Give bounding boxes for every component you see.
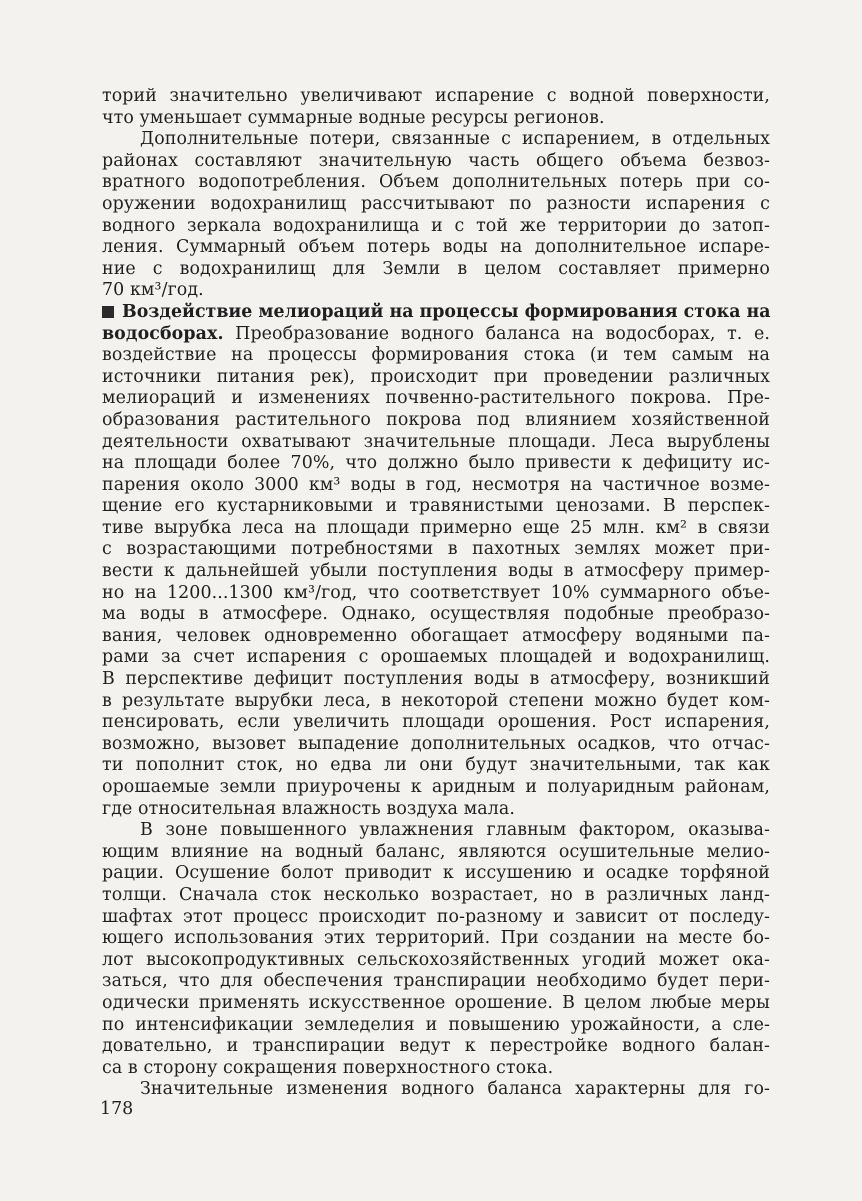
section-heading-line bbox=[102, 302, 770, 324]
text-line: торий значительно увеличивают испарение с водной поверхности, bbox=[102, 86, 770, 106]
text-line: источники питания рек), происходит при проведении различных bbox=[102, 366, 770, 387]
text-line: вания, человек одновременно обогащает атмосферу водяными па- bbox=[102, 625, 770, 646]
text-line: толщи. Сначала сток несколько возрастает, но в различных ланд- bbox=[102, 884, 770, 905]
text-line: В зоне повышенного увлажнения главным фактором, оказыва- bbox=[140, 820, 770, 841]
text-line: одически применять искусственное орошение. В целом любые меры bbox=[102, 992, 770, 1013]
text-line: в результате вырубки леса, в некоторой степени можно будет ком- bbox=[102, 690, 770, 711]
page-number: 178 bbox=[100, 1099, 134, 1119]
text-line: что уменьшает суммарные водные ресурсы регионов. bbox=[102, 107, 605, 128]
text-line: рации. Осушение болот приводит к иссушению и осадке торфяной bbox=[102, 863, 770, 884]
text-line: парения около 3000 км³ воды в год, несмотря на частичное возме- bbox=[102, 474, 770, 495]
text-line: заться, что для обеспечения транспирации необходимо будет пери- bbox=[102, 971, 770, 992]
text-line: 70 км³/год. bbox=[102, 280, 204, 301]
paragraph-5 bbox=[102, 1079, 770, 1101]
text-line: Значительные изменения водного баланса характерны для го- bbox=[140, 1079, 770, 1100]
text-line: щение его кустарниковыми и травянистыми ценозами. В перспек- bbox=[102, 496, 770, 517]
text-line: орошаемые земли приурочены к аридным и полуаридным районам, bbox=[102, 777, 770, 797]
text-line: довательно, и транспирации ведут к перестройке водного балан- bbox=[102, 1036, 770, 1057]
text-line: оружении водохранилищ рассчитывают по разности испарения с bbox=[102, 193, 770, 214]
text-line: ющего использования этих территорий. При создании на месте бо- bbox=[102, 928, 770, 949]
text-line: но на 1200...1300 км³/год, что соответствует 10% суммарного объе- bbox=[102, 582, 770, 603]
section-heading-continuation: водосборах. bbox=[102, 323, 224, 344]
text-line: ма воды в атмосфере. Однако, осуществляя подобные преобразо- bbox=[102, 604, 770, 625]
text-line: с возрастающими потребностями в пахотных землях может при- bbox=[102, 539, 770, 560]
page-text bbox=[102, 86, 770, 1101]
text-line: деятельности охватывают значительные площади. Леса вырублены bbox=[102, 431, 770, 452]
text-line: на площади более 70%, что должно было привести к дефициту ис- bbox=[102, 453, 770, 474]
text-line: вратного водопотребления. Объем дополнительных потерь при со- bbox=[102, 172, 770, 193]
text-line bbox=[102, 324, 770, 346]
text-line: вести к дальнейшей убыли поступления воды в атмосферу пример- bbox=[102, 561, 770, 582]
text-line: Дополнительные потери, связанные с испарением, в отдельных bbox=[140, 129, 770, 150]
text-line: образования растительного покрова под влиянием хозяйственной bbox=[102, 409, 770, 430]
text-line: тиве вырубка леса на площади примерно еще 25 млн. км² в связи bbox=[102, 517, 770, 538]
text-line: водного зеркала водохранилища и с той же территории до затоп- bbox=[102, 215, 770, 236]
text-line: лот высокопродуктивных сельскохозяйственных угодий может ока- bbox=[102, 949, 770, 970]
text-line: рами за счет испарения с орошаемых площадей и водохранилищ. bbox=[102, 647, 770, 668]
text-line: ние с водохранилищ для Земли в целом составляет примерно bbox=[102, 258, 770, 279]
paragraph-4 bbox=[102, 820, 770, 1079]
text-line: где относительная влажность воздуха мала. bbox=[102, 798, 515, 819]
text-line: по интенсификации земледелия и повышению урожайности, а сле- bbox=[102, 1014, 770, 1035]
text-line: ления. Суммарный объем потерь воды на дополнительное испаре- bbox=[102, 237, 770, 258]
text-line: возможно, вызовет выпадение дополнительных осадков, что отчас- bbox=[102, 733, 770, 754]
paragraph-2 bbox=[102, 129, 770, 302]
text-line: ти пополнит сток, но едва ли они будут значительными, так как bbox=[102, 755, 770, 776]
text-line: воздействие на процессы формирования стока (и тем самым на bbox=[102, 345, 770, 366]
text-line: В перспективе дефицит поступления воды в атмосферу, возникший bbox=[102, 669, 770, 690]
paragraph-3 bbox=[102, 302, 770, 820]
text-line: пенсировать, если увеличить площади орошения. Рост испарения, bbox=[102, 712, 770, 733]
paragraph-1 bbox=[102, 86, 770, 129]
text-line: районах составляют значительную часть общего объема безвоз- bbox=[102, 150, 770, 171]
section-heading: Воздействие мелиораций на процессы формирования стока на bbox=[122, 301, 771, 322]
text-line: ющим влияние на водный баланс, являются осушительные мелио- bbox=[102, 841, 770, 862]
text-line: са в сторону сокращения поверхностного стока. bbox=[102, 1057, 554, 1078]
text-line: мелиораций и изменениях почвенно-растительного покрова. Пре- bbox=[102, 388, 770, 409]
square-bullet-icon bbox=[102, 306, 114, 318]
text-line: шафтах этот процесс происходит по-разному и зависит от последу- bbox=[102, 906, 770, 927]
text-run: Преобразование водного баланса на водосборах, т. е. bbox=[235, 323, 770, 344]
